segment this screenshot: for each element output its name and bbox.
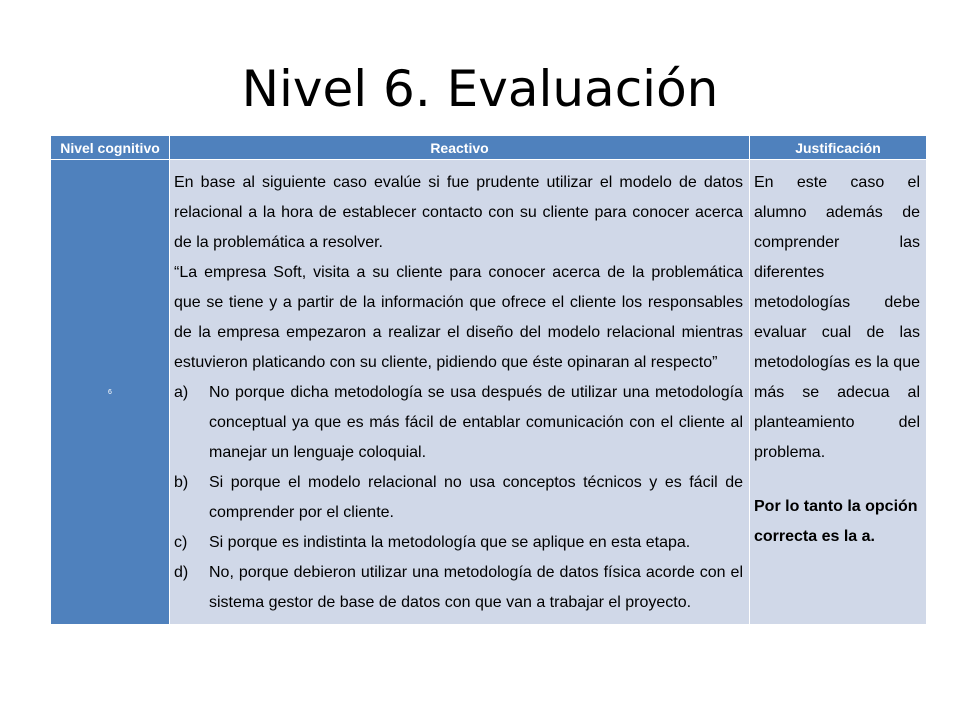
- justificacion-conclusion: Por lo tanto la opción correcta es la a.: [754, 498, 918, 545]
- reactivo-case: “La empresa Soft, visita a su cliente para conocer acerca de la problemática que se tiene y a partir de la información que ofrece el cliente los responsables de la empresa empezaron a realizar el diseño del modelo relacional mientras estuvieron platicando con su cliente, pidiendo que éste opinaran al respecto”: [174, 264, 743, 371]
- option-text: No, porque debieron utilizar una metodología de datos física acorde con el sistema gestor de base de datos con que van a trabajar el proyecto.: [209, 564, 743, 611]
- option-text: Si porque es indistinta la metodología que se aplique en esta etapa.: [209, 534, 691, 551]
- reactivo-intro: En base al siguiente caso evalúe si fue prudente utilizar el modelo de datos relacional a la hora de establecer contacto con su cliente para conocer acerca de la problemática a resolver.: [174, 174, 743, 251]
- option-c: [174, 528, 743, 558]
- level-cell: 6: [51, 160, 170, 625]
- option-label: b): [174, 474, 189, 491]
- slide-title: Nivel 6. Evaluación: [241, 60, 719, 118]
- table-row: [51, 160, 927, 625]
- justificacion-cell: [750, 160, 927, 625]
- header-reactivo: Reactivo: [170, 136, 750, 160]
- option-text: No porque dicha metodología se usa después de utilizar una metodología conceptual ya que es más fácil de entablar comunicación con el cliente al manejar un lenguaje coloquial.: [209, 384, 743, 461]
- evaluation-table: [50, 135, 927, 625]
- option-a: [174, 378, 743, 468]
- table-header-row: [51, 136, 927, 160]
- reactivo-cell: [170, 160, 750, 625]
- option-label: a): [174, 384, 189, 401]
- option-text: Si porque el modelo relacional no usa conceptos técnicos y es fácil de comprender por el cliente.: [209, 474, 743, 521]
- option-label: c): [174, 534, 188, 551]
- justificacion-text: En este caso el alumno además de comprender las diferentes metodologías debe evaluar cual de las metodologías es la que más se adecua al planteamiento del problema.: [754, 174, 920, 461]
- option-b: [174, 468, 743, 528]
- header-nivel-cognitivo: Nivel cognitivo: [51, 136, 170, 160]
- header-justificacion: Justificación: [750, 136, 927, 160]
- option-label: d): [174, 564, 189, 581]
- option-d: [174, 558, 743, 618]
- options-list: [174, 378, 743, 618]
